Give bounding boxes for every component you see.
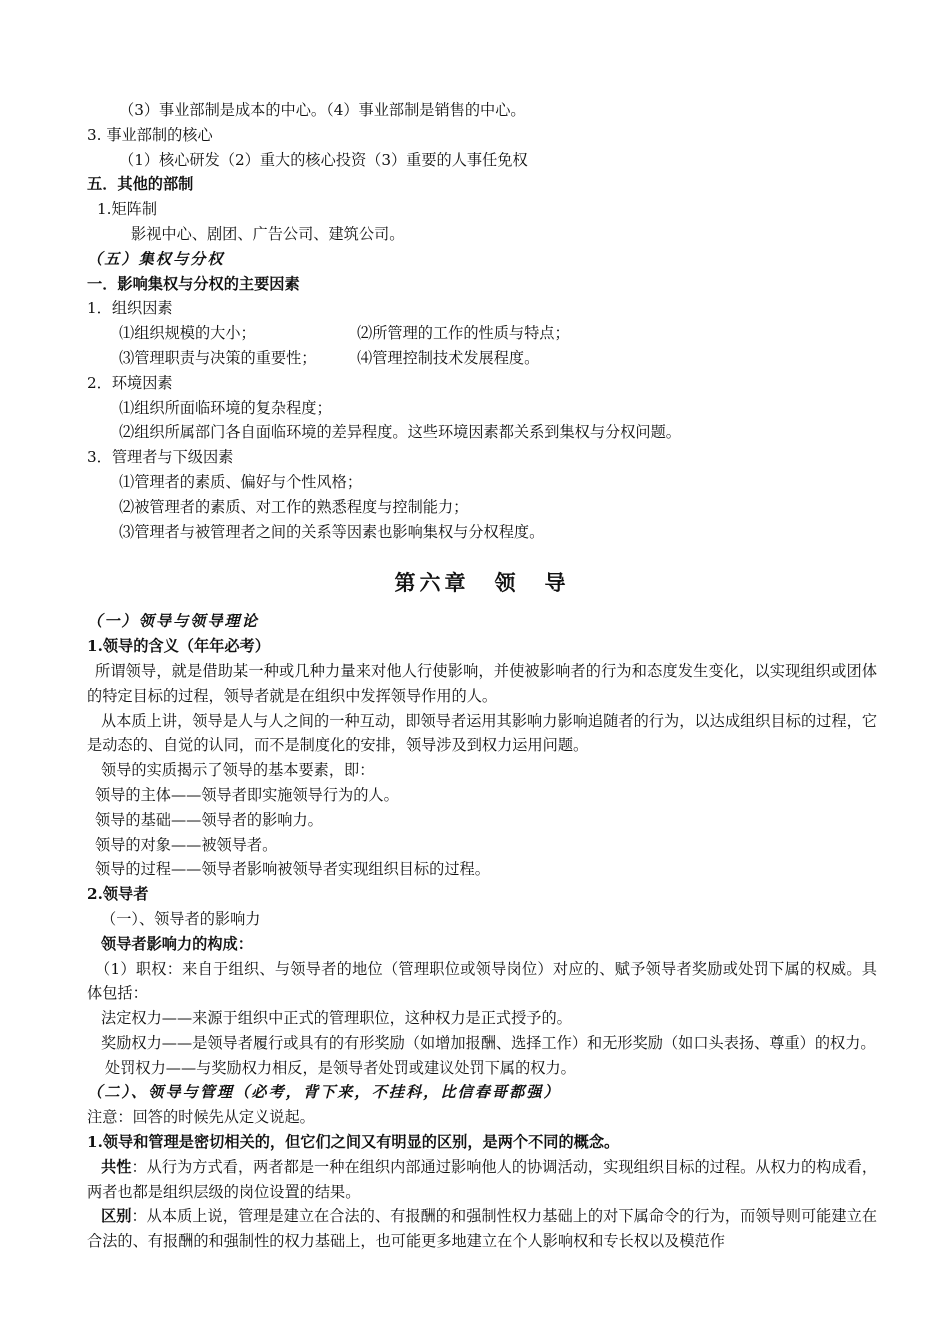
numbered-heading: 1.矩阵制 — [97, 200, 158, 219]
section-heading: 一．影响集权与分权的主要因素 — [87, 274, 300, 293]
list-item: ⑴组织所面临环境的复杂程度； — [119, 398, 332, 417]
text-line: （3）事业部制是成本的中心。（4）事业部制是销售的中心。 — [119, 101, 526, 119]
document-page — [87, 98, 877, 1254]
paragraph — [87, 1155, 877, 1205]
paragraph — [87, 1204, 877, 1254]
two-column-line — [87, 321, 877, 346]
text-line: 影视中心、剧团、广告公司、建筑公司。 — [131, 224, 405, 243]
text-line: 注意：回答的时候先从定义说起。 — [87, 1108, 315, 1127]
paragraph: 从本质上讲，领导是人与人之间的一种互动，即领导者运用其影响力影响追随者的行为，以达成组织目标的过程，它是动态的、自觉的认同，而不是制度化的安排，领导涉及到权力运用问题。 — [87, 711, 877, 755]
section-heading: （五）集权与分权 — [87, 249, 225, 268]
text-line: 法定权力——来源于组织中正式的管理职位，这种权力是正式授予的。 — [101, 1009, 572, 1028]
list-item: ⑶管理者与被管理者之间的关系等因素也影响集权与分权程度。 — [119, 522, 545, 541]
list-item: ⑵组织所属部门各自面临环境的差异程度。这些环境因素都关系到集权与分权问题。 — [119, 423, 681, 442]
subsection-heading: 2.领导者 — [87, 885, 149, 904]
subsection-heading: 1.领导的含义（年年必考） — [87, 637, 270, 656]
text-line: 领导的实质揭示了领导的基本要素，即： — [101, 761, 375, 780]
list-item: ⑶管理职责与决策的重要性； — [119, 348, 317, 367]
bold-line: 1.领导和管理是密切相关的，但它们之间又有明显的区别，是两个不同的概念。 — [87, 1133, 620, 1152]
paragraph: 奖励权力——是领导者履行或具有的有形奖励（如增加报酬、选择工作）和无形奖励（如口头表扬、尊重）的权力。 — [101, 1033, 876, 1052]
section-heading: （二）、领导与管理（必考，背下来，不挂科，比信春哥都强） — [87, 1083, 561, 1102]
paragraph-text: ：从本质上说，管理是建立在合法的、有报酬的和强制性权力基础上的对下属命令的行为，而领导则可能建立在合法的、有报酬的和强制性的权力基础上，也可能更多地建立在个人影响权和专长权以及模范作 — [87, 1207, 878, 1251]
paragraph: 所谓领导，就是借助某一种或几种力量来对他人行使影响，并使被影响者的行为和态度发生变化，以实现组织或团体的特定目标的过程，领导者就是在组织中发挥领导作用的人。 — [87, 661, 877, 705]
text-line: （一）、领导者的影响力 — [101, 909, 261, 928]
two-column-line — [87, 346, 877, 371]
numbered-heading: 3．管理者与下级因素 — [87, 448, 234, 467]
list-item: ⑵所管理的工作的性质与特点； — [357, 324, 570, 343]
section-heading: 五．其他的部制 — [87, 175, 194, 194]
text-line: 领导的过程——领导者影响被领导者实现组织目标的过程。 — [95, 860, 490, 879]
list-item: ⑴管理者的素质、偏好与个性风格； — [119, 472, 362, 491]
paragraph-label: 共性 — [101, 1157, 132, 1176]
text-line: 领导的对象——被领导者。 — [95, 835, 278, 854]
text-line: 领导的主体——领导者即实施领导行为的人。 — [95, 785, 399, 804]
numbered-heading: 1．组织因素 — [87, 299, 173, 318]
list-item: ⑷管理控制技术发展程度。 — [357, 348, 540, 367]
text-line: （1）核心研发（2）重大的核心投资（3）重要的人事任免权 — [119, 150, 528, 169]
section-heading: （一）领导与领导理论 — [87, 612, 259, 631]
bold-line: 领导者影响力的构成： — [101, 934, 253, 953]
chapter-title: 第六章 领 导 — [394, 570, 570, 596]
paragraph-label: 区别 — [101, 1207, 132, 1226]
paragraph-text: ：从行为方式看，两者都是一种在组织内部通过影响他人的协调活动，实现组织目标的过程。从权力的构成看，两者也都是组织层级的岗位设置的结果。 — [87, 1157, 878, 1201]
text-line: 领导的基础——领导者的影响力。 — [95, 810, 323, 829]
paragraph: （1）职权：来自于组织、与领导者的地位（管理职位或领导岗位）对应的、赋予领导者奖励或处罚下属的权威。具体包括： — [87, 959, 877, 1003]
list-item: ⑴组织规模的大小； — [119, 324, 256, 343]
numbered-heading: 2．环境因素 — [87, 373, 173, 392]
list-item: ⑵被管理者的素质、对工作的熟悉程度与控制能力； — [119, 497, 469, 516]
numbered-heading: 3. 事业部制的核心 — [87, 125, 213, 144]
text-line: 处罚权力——与奖励权力相反，是领导者处罚或建议处罚下属的权力。 — [105, 1058, 576, 1077]
